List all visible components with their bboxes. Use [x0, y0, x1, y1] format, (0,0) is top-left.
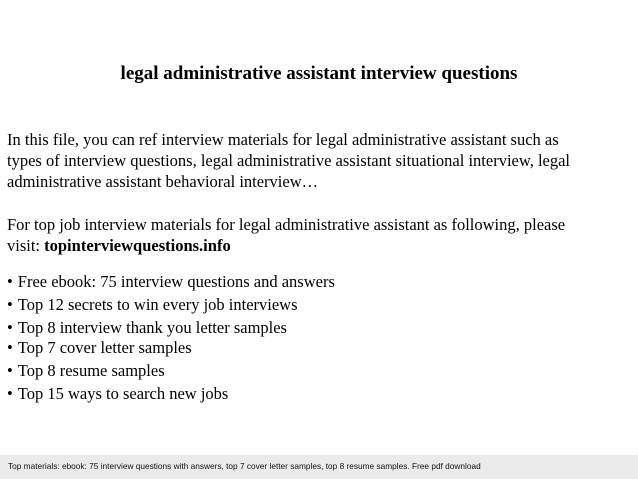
intro-line: administrative assistant behavioral interview…	[7, 172, 319, 191]
intro-line: types of interview questions, legal administrative assistant situational interview, legal	[7, 151, 571, 170]
list-item	[7, 360, 165, 381]
list-item-text: Top 8 interview thank you letter samples	[17, 318, 287, 337]
list-item-text: Top 7 cover letter samples	[17, 338, 192, 357]
bullet-icon: •	[7, 318, 13, 337]
list-item	[7, 294, 298, 315]
footer-text: Top materials: ebook: 75 interview questions with answers, top 7 cover letter samples, top 8 resume samples. Free pdf download	[8, 461, 481, 471]
list-item	[7, 337, 192, 358]
site-link[interactable]: topinterviewquestions.info	[44, 236, 231, 255]
list-item	[7, 383, 228, 404]
intro-paragraph	[7, 129, 633, 192]
list-item	[7, 271, 335, 292]
intro-line: In this file, you can ref interview materials for legal administrative assistant such as	[7, 130, 559, 149]
materials-paragraph	[7, 214, 633, 256]
list-item-text: Top 12 secrets to win every job interviews	[17, 295, 298, 314]
list-item	[7, 317, 287, 338]
footer-bar	[0, 455, 638, 479]
bullet-icon: •	[7, 361, 13, 380]
bullet-icon: •	[7, 384, 13, 403]
materials-line	[7, 235, 633, 256]
bullet-icon: •	[7, 295, 13, 314]
list-item-text: Free ebook: 75 interview questions and answers	[17, 272, 335, 291]
list-item-text: Top 15 ways to search new jobs	[17, 384, 229, 403]
materials-line: For top job interview materials for legal administrative assistant as following, please	[7, 215, 566, 234]
visit-label: visit:	[7, 236, 45, 255]
bullet-icon: •	[7, 272, 13, 291]
list-item-text: Top 8 resume samples	[17, 361, 165, 380]
bullet-icon: •	[7, 338, 13, 357]
slide-title: legal administrative assistant interview questions	[120, 63, 518, 84]
